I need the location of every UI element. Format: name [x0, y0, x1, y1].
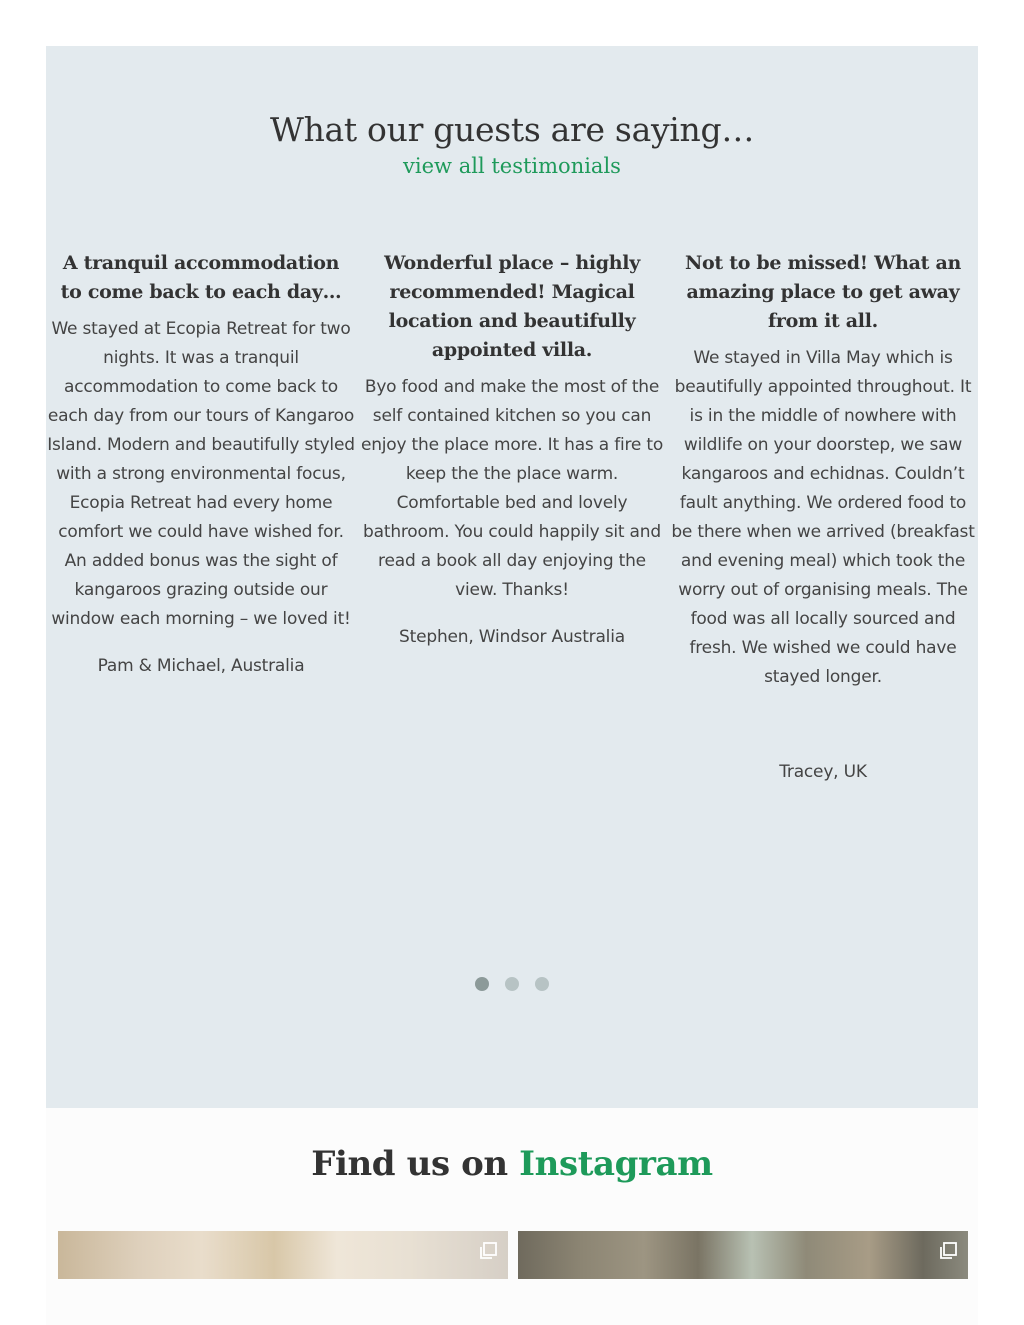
- slider-pagination: [46, 977, 978, 991]
- instagram-heading-prefix: Find us on: [311, 1144, 520, 1184]
- testimonial-author: Tracey, UK: [779, 762, 867, 782]
- slider-dot-1[interactable]: [475, 977, 489, 991]
- testimonial-title: Wonderful place – highly recommended! Magical location and beautifully appointed villa.: [384, 252, 640, 361]
- multiple-photos-icon: [938, 1241, 958, 1261]
- multiple-photos-icon: [478, 1241, 498, 1261]
- testimonial-title: A tranquil accommodation to come back to each day…: [60, 252, 342, 303]
- testimonials-heading: What our guests are saying…: [269, 110, 755, 149]
- testimonial-body: Byo food and make the most of the self contained kitchen so you can enjoy the place more. It has a fire to keep the the place warm. Comfortable bed and lovely bathroom. You could happily sit and read a book all day enjoying the view. Thanks!: [360, 377, 664, 600]
- view-all-testimonials-link[interactable]: view all testimonials: [403, 154, 621, 178]
- instagram-heading: [46, 1144, 978, 1184]
- slider-dot-3[interactable]: [535, 977, 549, 991]
- testimonial-author: Pam & Michael, Australia: [97, 656, 305, 676]
- testimonial-card: [357, 249, 667, 652]
- instagram-section: [46, 1108, 978, 1325]
- instagram-post[interactable]: [518, 1231, 968, 1279]
- slider-dot-2[interactable]: [505, 977, 519, 991]
- testimonial-author: Stephen, Windsor Australia: [399, 627, 625, 647]
- testimonials-section: [46, 46, 978, 1108]
- instagram-post[interactable]: [58, 1231, 508, 1279]
- testimonial-slider: [46, 249, 978, 949]
- instagram-heading-accent: Instagram: [519, 1144, 713, 1184]
- testimonial-title: Not to be missed! What an amazing place to get away from it all.: [684, 252, 961, 332]
- testimonial-body: We stayed in Villa May which is beautifully appointed throughout. It is in the middle of nowhere with wildlife on your doorstep, we saw kangaroos and echidnas. Couldn’t fault anything. We ordered food to be there when we arrived (breakfast and evening meal) which took the worry out of organising meals. The food was all locally sourced and fresh. We wished we could have stayed longer.: [671, 348, 975, 687]
- testimonial-body: We stayed at Ecopia Retreat for two nights. It was a tranquil accommodation to come back to each day from our tours of Kangaroo Island. Modern and beautifully styled with a strong environmental focus, Ecopia Retreat had every home comfort we could have wished for. An added bonus was the sight of kangaroos grazing outside our window each morning – we loved it!: [47, 319, 355, 629]
- testimonial-card: [46, 249, 356, 681]
- testimonial-card: [668, 249, 978, 787]
